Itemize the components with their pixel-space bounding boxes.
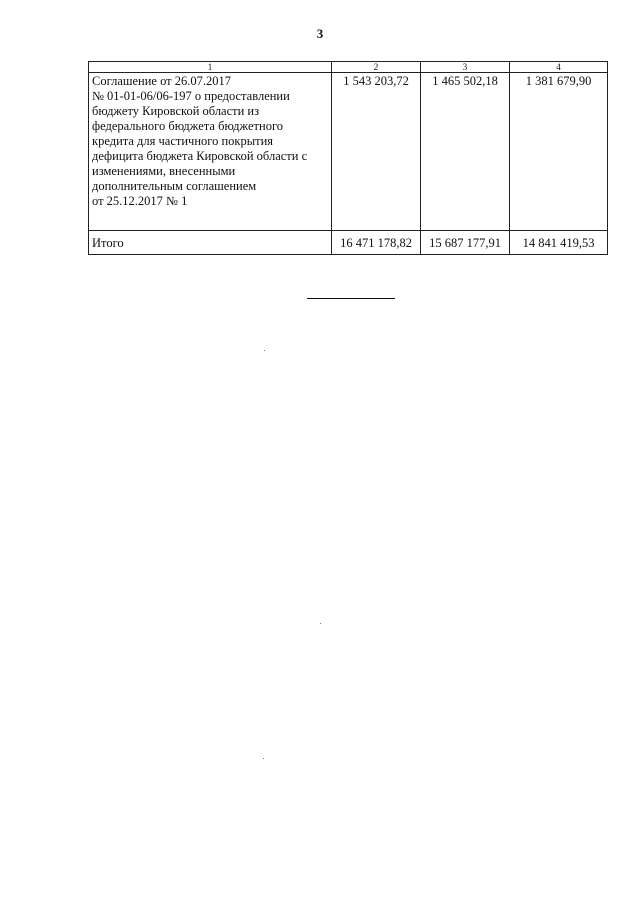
amount-col-3: 1 465 502,18 (421, 73, 510, 231)
agreement-description (89, 73, 332, 231)
description-line: Соглашение от 26.07.2017 (92, 74, 232, 88)
page-number: 3 (316, 26, 324, 41)
total-label: Итого (89, 231, 332, 255)
description-line: кредита для частичного покрытия (92, 134, 274, 148)
description-line: от 25.12.2017 № 1 (92, 194, 188, 208)
total-col-2: 16 471 178,82 (332, 231, 421, 255)
total-col-3: 15 687 177,91 (421, 231, 510, 255)
amount-col-4: 1 381 679,90 (510, 73, 608, 231)
closing-rule (307, 298, 395, 299)
description-line: изменениями, внесенными (92, 164, 236, 178)
total-row (89, 231, 608, 255)
column-number-4: 4 (510, 62, 608, 73)
description-line: дополнительным соглашением (92, 179, 257, 193)
scan-speck (320, 623, 321, 624)
budget-credit-table (88, 61, 608, 255)
table-row (89, 73, 608, 231)
column-number-row (89, 62, 608, 73)
description-line: федерального бюджета бюджетного (92, 119, 284, 133)
column-number-3: 3 (421, 62, 510, 73)
column-number-2: 2 (332, 62, 421, 73)
scan-speck (263, 758, 264, 759)
amount-col-2: 1 543 203,72 (332, 73, 421, 231)
description-line: № 01-01-06/06-197 о предоставлении (92, 89, 290, 103)
scan-speck (264, 350, 265, 351)
description-line: дефицита бюджета Кировской области с (92, 149, 308, 163)
column-number-1: 1 (89, 62, 332, 73)
description-line: бюджету Кировской области из (92, 104, 260, 118)
total-col-4: 14 841 419,53 (510, 231, 608, 255)
